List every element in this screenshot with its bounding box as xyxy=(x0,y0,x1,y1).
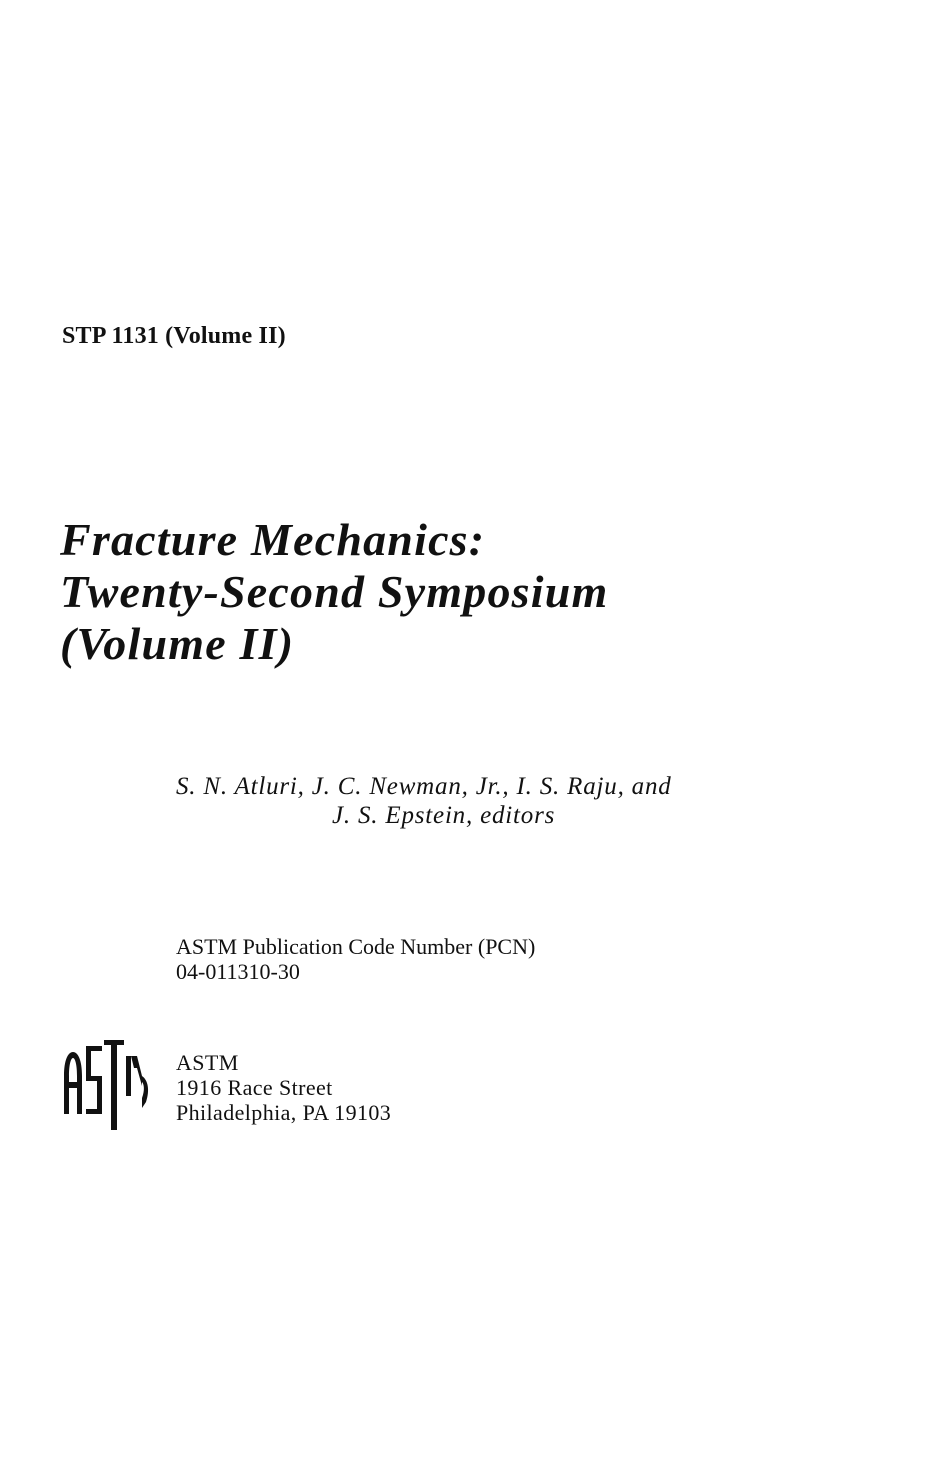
series-number: STP 1131 (Volume II) xyxy=(62,323,286,349)
book-title xyxy=(60,514,609,670)
astm-logo-icon xyxy=(62,1036,152,1132)
editors-line-2: J. S. Epstein, editors xyxy=(332,802,556,829)
title-line-3: (Volume II) xyxy=(60,618,295,669)
publisher-street: 1916 Race Street xyxy=(176,1075,333,1100)
publisher-name: ASTM xyxy=(176,1050,239,1075)
title-line-2: Twenty-Second Symposium xyxy=(60,566,609,617)
title-line-1: Fracture Mechanics: xyxy=(60,514,486,565)
editors xyxy=(176,772,776,830)
publisher-address xyxy=(176,1050,391,1125)
publication-code-label: ASTM Publication Code Number (PCN) xyxy=(176,934,536,959)
editors-line-1: S. N. Atluri, J. C. Newman, Jr., I. S. Raju, and xyxy=(176,773,672,800)
publisher-city: Philadelphia, PA 19103 xyxy=(176,1100,392,1125)
publication-code-number: 04-011310-30 xyxy=(176,959,300,984)
publication-code xyxy=(176,934,535,984)
